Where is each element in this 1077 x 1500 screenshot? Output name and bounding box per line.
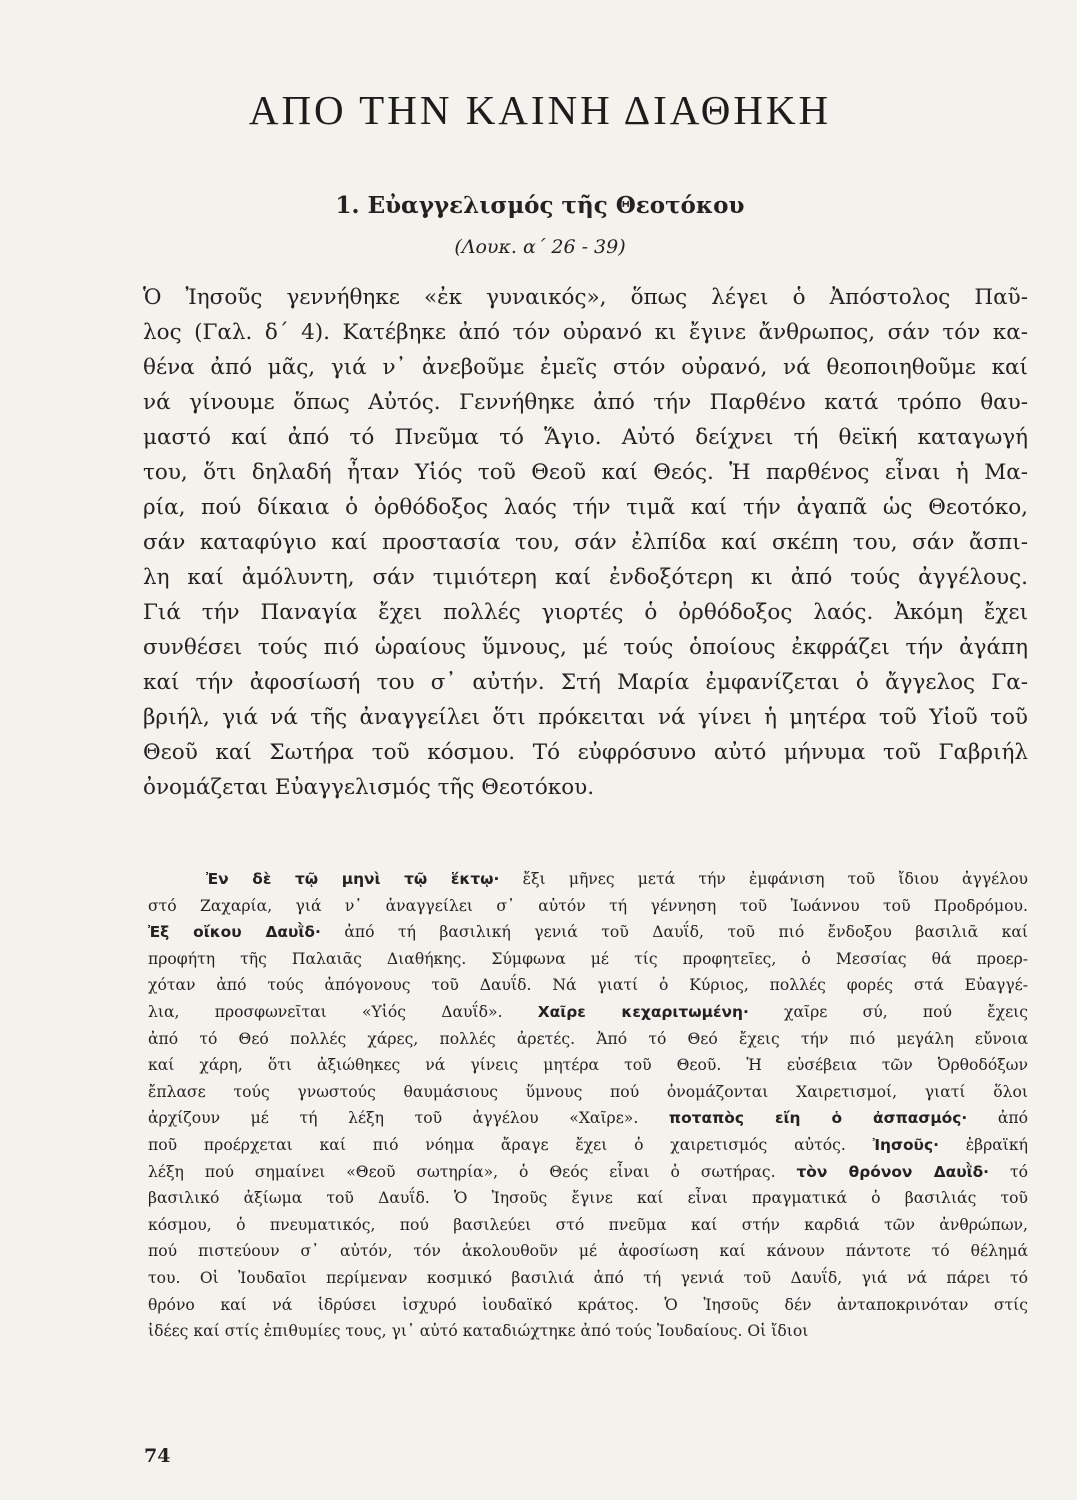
paragraph-line: νά γίνουμε ὅπως Αὐτός. Γεννήθηκε ἀπό τήν Παρθένο κατά τρόπο θαυ- (143, 390, 1028, 415)
paragraph-line: μαστό καί ἀπό τό Πνεῦμα τό Ἅγιο. Αὐτό δείχνει τή θεϊκή καταγωγή (143, 425, 1028, 450)
notes-line: χόταν ἀπό τούς ἀπόγονους τοῦ Δαυΐδ. Νά γιατί ὁ Κύριος, πολλές φορές στά Εὐαγγέ- (148, 976, 1028, 995)
notes-line: ἰδέες καί στίς ἐπιθυμίες τους, γι᾽ αὐτό καταδιώχτηκε ἀπό τούς Ἰουδαίους. Οἱ ἴδιοι (148, 1322, 809, 1341)
paragraph-line: Ὁ Ἰησοῦς γεννήθηκε «ἐκ γυναικός», ὅπως λέγει ὁ Ἀπόστολος Παῦ- (143, 285, 1028, 310)
notes-line: του. Οἱ Ἰουδαῖοι περίμεναν κοσμικό βασιλιά ἀπό τή γενιά τοῦ Δαυΐδ, γιά νά πάρει τό (148, 1268, 1028, 1287)
paragraph-line: θένα ἀπό μᾶς, γιά ν᾽ ἀνεβοῦμε ἐμεῖς στόν οὐρανό, νά θεοποιηθοῦμε καί (143, 355, 1028, 380)
note-term: Ἐξ οἴκου Δαυῒδ· (148, 923, 321, 942)
note-term: Ἐν δὲ τῷ μηνὶ τῷ ἕκτῳ· (206, 870, 500, 888)
notes-line: λέξη πού σημαίνει «Θεοῦ σωτηρία», ὁ Θεός εἶναι ὁ σωτήρας. τὸν θρόνον Δαυῒδ· τό (148, 1162, 1028, 1181)
notes-line: ἀπό τό Θεό πολλές χάρες, πολλές ἀρετές. Ἀπό τό Θεό ἔχεις τήν πιό μεγάλη εὔνοια (148, 1029, 1028, 1048)
notes-line: ἀρχίζουν μέ τή λέξη τοῦ ἀγγέλου «Χαῖρε». ποταπὸς εἴη ὁ ἀσπασμός· ἀπό (148, 1109, 1029, 1128)
note-term: τὸν θρόνον Δαυῒδ· (796, 1162, 990, 1181)
paragraph-line: Γιά τήν Παναγία ἔχει πολλές γιορτές ὁ ὀρθόδοξος λαός. Ἀκόμη ἔχει (143, 600, 1028, 625)
commentary-notes (148, 866, 1028, 1345)
section-heading: 1. Εὐαγγελισμός τῆς Θεοτόκου (335, 192, 745, 219)
paragraph-line: του, ὅτι δηλαδή ἦταν Υἱός τοῦ Θεοῦ καί Θεός. Ἡ παρθένος εἶναι ἡ Μα- (143, 460, 1028, 485)
note-term: Ἰησοῦς· (872, 1135, 939, 1154)
paragraph-line: λη καί ἀμόλυντη, σάν τιμιότερη καί ἐνδοξότερη κι ἀπό τούς ἀγγέλους. (143, 565, 1028, 590)
note-term: Χαῖρε κεχαριτωμένη· (537, 1002, 749, 1021)
paragraph-line: ὀνομάζεται Εὐαγγελισμός τῆς Θεοτόκου. (143, 775, 595, 800)
notes-line: κόσμου, ὁ πνευματικός, πού βασιλεύει στό πνεῦμα καί στήν καρδιά τῶν ἀνθρώπων, (148, 1215, 1028, 1234)
scripture-reference: (Λουκ. α΄ 26 - 39) (454, 236, 626, 258)
paragraph-line: καί τήν ἀφοσίωσή του σ᾽ αὐτήν. Στή Μαρία ἐμφανίζεται ὁ ἄγγελος Γα- (143, 670, 1028, 695)
page-title: ΑΠΟ ΤΗΝ ΚΑΙΝΗ ΔΙΑΘΗΚΗ (248, 87, 832, 133)
notes-line: βασιλικό ἀξίωμα τοῦ Δαυΐδ. Ὁ Ἰησοῦς ἔγινε καί εἶναι πραγματικά ὁ βασιλιάς τοῦ (148, 1189, 1028, 1208)
notes-line: στό Ζαχαρία, γιά ν᾽ ἀναγγείλει σ᾽ αὐτόν τή γέννηση τοῦ Ἰωάννου τοῦ Προδρόμου. (148, 896, 1028, 915)
page-number: 74 (144, 1445, 171, 1467)
notes-line: πού πιστεύουν σ᾽ αὐτόν, τόν ἀκολουθοῦν μέ ἀφοσίωση καί κάνουν πάντοτε τό θέλημά (148, 1242, 1028, 1261)
paragraph-line: Θεοῦ καί Σωτήρα τοῦ κόσμου. Τό εὐφρόσυνο αὐτό μήνυμα τοῦ Γαβριήλ (143, 740, 1028, 765)
main-paragraph (143, 280, 1028, 805)
notes-line: προφήτη τῆς Παλαιᾶς Διαθήκης. Σύμφωνα μέ τίς προφητεῖες, ὁ Μεσσίας θά προερ- (148, 949, 1028, 968)
notes-line: ποῦ προέρχεται καί πιό νόημα ἄραγε ἔχει ὁ χαιρετισμός αὐτός. Ἰησοῦς· ἑβραϊκή (148, 1135, 1028, 1154)
paragraph-line: λος (Γαλ. δ΄ 4). Κατέβηκε ἀπό τόν οὐρανό κι ἔγινε ἄνθρωπος, σάν τόν κα- (143, 320, 1028, 345)
notes-line: Ἐν δὲ τῷ μηνὶ τῷ ἕκτῳ· ἔξι μῆνες μετά τήν ἐμφάνιση τοῦ ἴδιου ἀγγέλου (206, 870, 1028, 888)
notes-line: λια, προσφωνεῖται «Υἱός Δαυΐδ». Χαῖρε κεχαριτωμένη· χαῖρε σύ, πού ἔχεις (148, 1002, 1028, 1021)
note-term: ποταπὸς εἴη ὁ ἀσπασμός· (668, 1109, 968, 1128)
paragraph-line: συνθέσει τούς πιό ὡραίους ὕμνους, μέ τούς ὁποίους ἐκφράζει τήν ἀγάπη (143, 635, 1028, 660)
notes-line: Ἐξ οἴκου Δαυῒδ· ἀπό τή βασιλική γενιά τοῦ Δαυΐδ, τοῦ πιό ἔνδοξου βασιλιᾶ καί (148, 923, 1028, 942)
notes-line: ἔπλασε τούς γνωστούς θαυμάσιους ὕμνους πού ὀνομάζονται Χαιρετισμοί, γιατί ὅλοι (148, 1082, 1028, 1101)
notes-line: καί χάρη, ὅτι ἀξιώθηκες νά γίνεις μητέρα τοῦ Θεοῦ. Ἡ εὐσέβεια τῶν Ὀρθοδόξων (148, 1056, 1028, 1075)
paragraph-line: βριήλ, γιά νά τῆς ἀναγγείλει ὅτι πρόκειται νά γίνει ἡ μητέρα τοῦ Υἱοῦ τοῦ (143, 705, 1028, 730)
paragraph-line: ρία, πού δίκαια ὁ ὀρθόδοξος λαός τήν τιμᾶ καί τήν ἀγαπᾶ ὡς Θεοτόκο, (143, 495, 1028, 520)
paragraph-line: σάν καταφύγιο καί προστασία του, σάν ἐλπίδα καί σκέπη του, σάν ἄσπι- (143, 530, 1028, 555)
notes-line: θρόνο καί νά ἱδρύσει ἰσχυρό ἰουδαϊκό κράτος. Ὁ Ἰησοῦς δέν ἀνταποκρινόταν στίς (148, 1295, 1028, 1314)
